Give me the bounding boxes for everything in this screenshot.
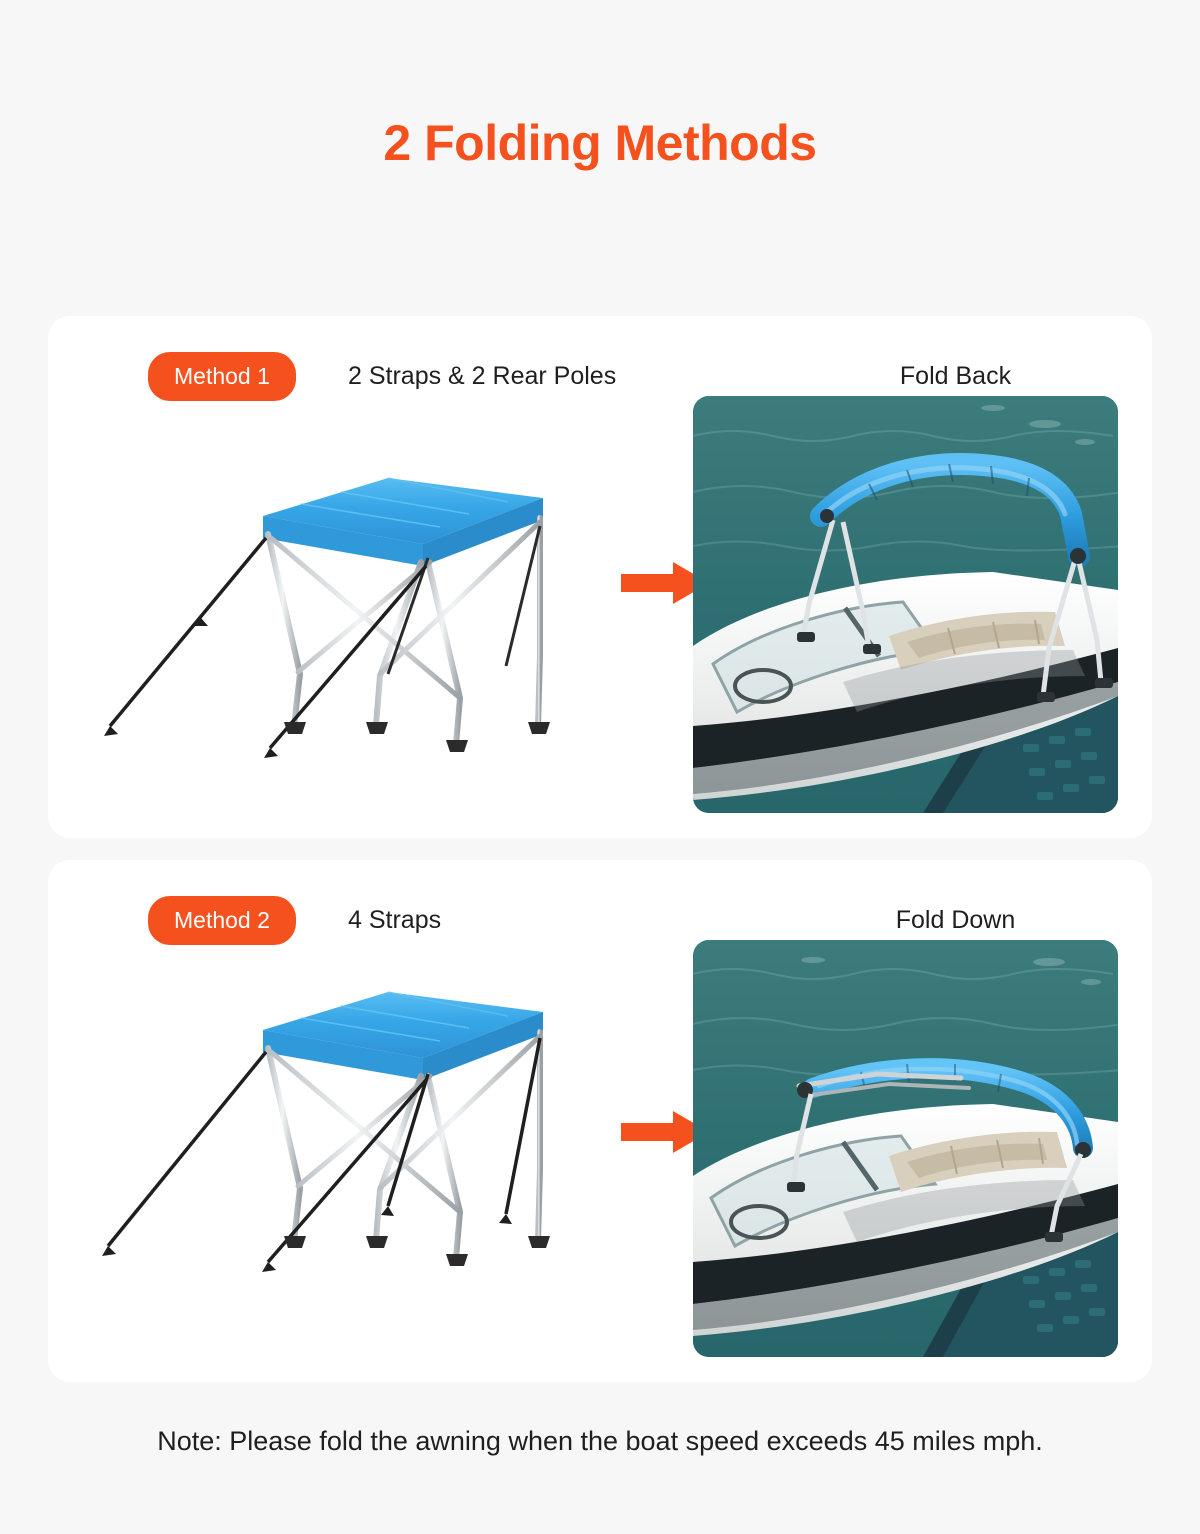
method-1-badge-wrap xyxy=(148,352,296,401)
note-text: Note: Please fold the awning when the boat speed exceeds 45 miles mph. xyxy=(157,1425,1043,1456)
method-2-card xyxy=(48,860,1152,1382)
method-2-fold-label: Fold Down xyxy=(895,905,1016,934)
page-title: 2 Folding Methods xyxy=(383,114,817,171)
method-1-card xyxy=(48,316,1152,838)
method-1-photo xyxy=(693,396,1118,813)
method-2-photo xyxy=(693,940,1118,1357)
method-1-diagram xyxy=(88,426,608,816)
method-1-description: 2 Straps & 2 Rear Poles xyxy=(348,361,617,390)
page-root xyxy=(0,34,1200,1534)
method-2-badge-wrap xyxy=(148,896,296,945)
method-1-badge: Method 1 xyxy=(148,352,296,401)
method-2-description: 4 Straps xyxy=(348,905,442,934)
method-1-fold-label: Fold Back xyxy=(899,361,1012,390)
method-2-diagram xyxy=(88,970,608,1360)
method-2-badge: Method 2 xyxy=(148,896,296,945)
